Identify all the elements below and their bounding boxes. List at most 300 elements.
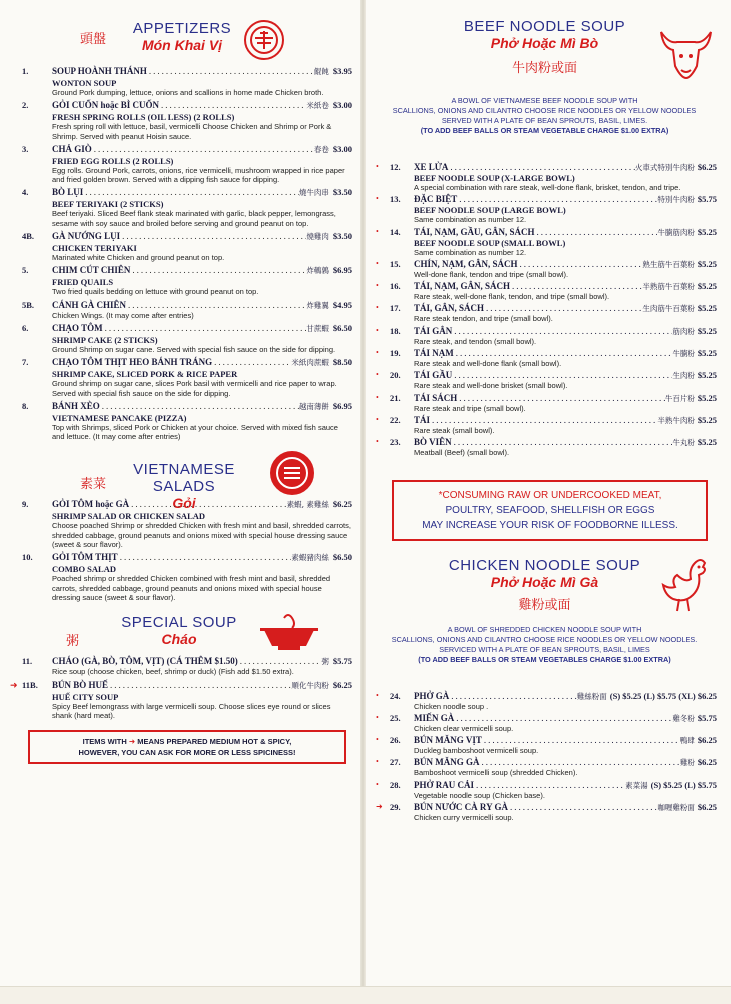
menu-item (372, 735, 717, 755)
item-cjk-name: 米紙肉蔗蝦 (291, 358, 329, 368)
warning-line2: POULTRY, SEAFOOD, SHELLFISH OR EGGS (445, 504, 655, 516)
bullet-icon: • (376, 258, 379, 268)
item-number: 22. (390, 414, 401, 425)
item-description: Ground shrimp on sugar cane, slices Pork basil with vermicelli and rice paper to wrap. Served with special fish sauce on the side for dipping. (52, 379, 337, 398)
item-cjk-name: 炸鵪鶉 (306, 266, 329, 276)
spicy-notice-text-a: ITEMS WITH (82, 737, 127, 747)
item-price: $6.25 (332, 679, 352, 690)
item-description: Fresh spring roll with lettuce, basil, vermicelli Choose Chicken and Shrimp or Pork & Shrimp. Served with peanut Hoisin sauce. (52, 122, 332, 141)
chicken-soup-title: CHICKEN NOODLE SOUP (448, 556, 641, 574)
item-english-name: BEEF NOODLE SOUP (X-LARGE BOWL) (414, 173, 575, 183)
bullet-icon: • (376, 370, 379, 380)
salads-cjk: 素菜 (80, 477, 107, 493)
appetizers-header (22, 16, 352, 66)
page-fold (360, 0, 366, 1004)
chicken-soup-viet-title: Phở Hoặc Mì Gà (490, 573, 599, 590)
beef-intro-1: A BOWL OF VIETNAMESE BEEF NOODLE SOUP WITH (451, 96, 638, 105)
item-cjk-name: 牛腩粉 (672, 349, 695, 359)
item-cjk-name: 牛丸粉 (672, 438, 695, 448)
menu-item (372, 713, 717, 733)
chicken-soup-cjk: 雞粉或面 (518, 597, 571, 613)
item-description: Rare steak tendon, and tripe (small bowl). (414, 314, 553, 324)
item-name: MIẾN GÀ (414, 712, 455, 723)
bullet-icon: • (376, 325, 379, 335)
item-cjk-name: 生肉筋牛百葉粉 (642, 304, 695, 314)
menu-item (10, 679, 352, 721)
item-name: CHÁO (GÀ, BÒ, TÔM, VỊT) (CÁ THÊM $1.50) (52, 656, 238, 667)
item-cjk-name: 順化牛肉粉 (291, 680, 329, 690)
item-line (414, 348, 717, 359)
item-description: Bamboshoot vermicelli soup (shredded Chicken). (414, 768, 578, 778)
item-cjk-name: 筋肉粉 (672, 326, 695, 336)
item-name: CHIM CÚT CHIÊN (52, 265, 131, 276)
menu-item (372, 348, 717, 368)
bullet-icon: • (376, 690, 379, 700)
item-price: $6.25 (697, 162, 717, 172)
item-number: 12. (390, 162, 401, 172)
item-price: $5.25 (697, 437, 717, 448)
spicy-notice-text-b: MEANS PREPARED MEDIUM HOT & SPICY, (137, 737, 292, 747)
dot-leader (452, 326, 672, 336)
item-description: Rare steak (small bowl). (414, 425, 495, 435)
dot-leader (83, 187, 299, 197)
item-cjk-name: 餛飩 (313, 67, 329, 76)
item-name: TÁI, NẠM, GẦU, GÂN, SÁCH (414, 226, 535, 237)
item-name: GÀ NƯỚNG LỤI (52, 231, 121, 242)
item-number: 25. (390, 712, 401, 723)
item-name: BÒ LỤI (52, 187, 84, 198)
item-name: TÁI GẦU (414, 370, 453, 381)
item-number: 5B. (22, 299, 35, 310)
page-bottom-edge (0, 986, 731, 1004)
item-cjk-name: 生肉粉 (672, 371, 695, 381)
beef-intro-2: SCALLIONS, ONIONS AND CILANTRO CHOOSE RICE NOODLES OR YELLOW NOODLES (392, 106, 697, 115)
item-price: $5.25 (697, 392, 717, 403)
item-name: XE LỬA (414, 162, 449, 172)
item-number: 9. (22, 499, 29, 510)
item-line (414, 227, 717, 238)
item-price: $5.75 (697, 194, 717, 205)
menu-item (372, 227, 717, 257)
item-number: 3. (22, 143, 29, 154)
menu-item (372, 780, 717, 800)
menu-item (372, 162, 717, 192)
chicken-intro-2: SCALLIONS, ONIONS AND CILANTRO CHOOSE RICE NOODLES OR YELLOW NOODLES. (391, 634, 698, 644)
dot-leader (126, 300, 306, 310)
item-line (414, 326, 717, 337)
item-name: CÁNH GÀ CHIÊN (52, 299, 127, 310)
item-description: Same combination as number 12. (414, 247, 527, 257)
menu-item (372, 802, 717, 822)
item-line (52, 552, 352, 563)
menu-item (22, 323, 352, 354)
item-line (52, 265, 352, 276)
dot-leader (454, 348, 673, 358)
item-number: 11. (22, 656, 33, 667)
item-line (414, 370, 717, 381)
dot-leader (108, 680, 291, 690)
item-name: TÁI GÂN (414, 325, 453, 336)
item-cjk-name: 素蝦豬肉絲 (291, 553, 329, 563)
appetizers-cjk: 頭盤 (80, 32, 107, 47)
item-description: Chicken noodle soup . (414, 701, 489, 711)
dot-leader (130, 265, 306, 275)
item-english-name: BEEF TERIYAKI (2 STICKS) (52, 199, 164, 210)
item-english-name: FRIED QUAILS (52, 277, 114, 288)
item-description: Rare steak and well-done flank (small bowl). (414, 359, 562, 369)
spicy-notice-line2: HOWEVER, YOU CAN ASK FOR MORE OR LESS SPICINESS! (78, 748, 296, 758)
item-description: Meatball (Beef) (small bowl). (414, 448, 510, 458)
item-name: ĐẶC BIỆT (414, 194, 458, 205)
bullet-icon: • (376, 281, 379, 291)
item-price: $3.00 (332, 100, 352, 111)
bullet-icon: • (376, 226, 379, 236)
item-price: $5.25 (697, 226, 717, 237)
menu-item (22, 100, 352, 141)
item-price: $5.75 (332, 656, 352, 667)
dot-leader (448, 162, 634, 172)
item-price: $3.50 (332, 231, 352, 242)
item-description: Ground Shrimp on sugar cane. Served with special fish sauce on the side for dipping. (52, 344, 336, 354)
item-name: GỎI CUỐN hoặc BÌ CUỐN (52, 100, 160, 111)
item-description: Well-done flank, tendon and tripe (small bowl). (414, 269, 569, 279)
item-line (414, 303, 717, 314)
item-name: CHÍN, NẠM, GÂN, SÁCH (414, 258, 518, 269)
item-line (414, 802, 717, 813)
item-english-name: COMBO SALAD (52, 564, 116, 575)
bullet-icon: • (376, 712, 379, 722)
item-price: $4.95 (332, 299, 352, 310)
item-line (52, 357, 352, 368)
item-line (52, 323, 352, 334)
dot-leader (147, 66, 314, 76)
item-english-name: SHRIMP SALAD OR CHICKEN SALAD (52, 511, 206, 522)
item-name: GỎI TÔM hoặc GÀ (52, 499, 130, 510)
special-soup-header (22, 610, 352, 656)
item-description: Ground Pork dumping, lettuce, onions and scallions in home made Chicken broth. (52, 88, 324, 97)
item-line (52, 100, 352, 111)
dot-leader (510, 281, 642, 291)
special-soup-cjk: 粥 (66, 634, 80, 650)
item-line (414, 281, 717, 292)
dot-leader (480, 757, 680, 767)
item-number: 1. (22, 66, 29, 76)
item-line (414, 735, 717, 746)
chicken-intro-3: SERVICED WITH A PLATE OF BEAN SPROUTS, BASIL, LIMES (439, 644, 650, 654)
menu-item (22, 357, 352, 398)
item-line (52, 300, 352, 311)
soup-bowl-icon (258, 612, 320, 652)
menu-item (372, 757, 717, 777)
item-cjk-name: 炸雞翼 (306, 300, 329, 310)
item-price: $6.95 (332, 265, 352, 276)
chicken-soup-intro (372, 625, 717, 665)
chicken-soup-list (372, 691, 717, 823)
item-line (52, 499, 352, 510)
special-soup-list (10, 656, 352, 720)
item-english-name: BEEF NOODLE SOUP (LARGE BOWL) (414, 205, 566, 216)
item-english-name: HUẾ CITY SOUP (52, 691, 119, 702)
menu-item (372, 437, 717, 457)
dot-leader (452, 370, 672, 380)
beef-soup-viet-title: Phở Hoặc Mì Bò (490, 35, 599, 51)
salads-viet-title: Gỏi (172, 495, 196, 512)
item-price: $6.25 (697, 802, 717, 813)
item-line (414, 757, 717, 768)
item-name: PHỞ RAU CẢI (414, 779, 474, 790)
dot-leader (482, 735, 680, 745)
item-name: CHẢ GIÒ (52, 143, 92, 154)
menu-item (372, 281, 717, 301)
item-line (414, 691, 717, 702)
bullet-icon: • (376, 414, 379, 424)
beef-soup-cjk: 牛肉粉或面 (511, 61, 577, 76)
item-cjk-name: 雞粉 (679, 758, 695, 768)
item-name: PHỞ GÀ (414, 690, 450, 701)
item-cjk-name: 熟生筋牛百葉粉 (642, 259, 695, 269)
warning-line1: *CONSUMING RAW OR UNDERCOOKED MEAT, (438, 489, 662, 501)
item-number: 11B. (22, 679, 38, 690)
item-cjk-name: 春卷 (313, 144, 329, 154)
appetizers-list (22, 66, 352, 441)
item-line (414, 780, 717, 791)
item-description: A special combination with rare steak, well-done flank, brisket, tendon, and tripe. (414, 183, 681, 192)
item-cjk-name: 牛腩筋肉粉 (657, 227, 695, 237)
item-description: Marinated white Chicken and ground peanut on top. (52, 253, 225, 263)
item-english-name: WONTON SOUP (52, 78, 117, 88)
left-column (10, 16, 352, 764)
dot-leader (508, 802, 657, 812)
item-english-name: SHRIMP CAKE (2 STICKS) (52, 334, 158, 345)
item-price: $6.25 (697, 735, 717, 746)
item-description: Duckleg bamboshoot vermicelli soup. (414, 746, 539, 756)
item-number: 29. (390, 802, 401, 813)
item-line (52, 231, 352, 242)
item-description: Spicy Beef lemongrass with large vermicelli soup. Choose slices eye round or slices shank (hard meat). (52, 701, 331, 720)
item-description: Choose poached Shrimp or shredded Chicken with fresh mint and basil, shredded carrots, shredded cabbage, ground peanuts and onions mixed with special house dressing sauce (sweet & sour flavor). (52, 521, 351, 550)
item-number: 20. (390, 370, 401, 381)
item-cjk-name: 燒牛肉串 (298, 188, 329, 198)
item-description: Rice soup (choose chicken, beef, shrimp or duck) (Fish add $1.50 extra). (52, 667, 294, 677)
item-price: $5.25 (697, 258, 717, 269)
menu-item (22, 552, 352, 602)
beef-soup-intro (372, 96, 717, 136)
dot-leader (92, 144, 314, 154)
bull-head-icon (655, 22, 717, 84)
item-line (52, 401, 352, 412)
item-number: 17. (390, 303, 401, 314)
bullet-icon: • (376, 303, 379, 313)
item-cjk-name: 素蝦, 素雞絲 (286, 500, 329, 510)
item-description: Rare steak, and tendon (small bowl). (414, 336, 537, 346)
item-number: 27. (390, 757, 401, 768)
beef-soup-title: BEEF NOODLE SOUP (463, 18, 626, 35)
item-price: $5.75 (697, 712, 717, 723)
item-name: BÒ VIÊN (414, 437, 452, 448)
menu-item (22, 265, 352, 296)
dot-leader (484, 303, 642, 313)
menu-item (372, 259, 717, 279)
menu-item (22, 656, 352, 676)
item-name: TÁI SÁCH (414, 392, 458, 403)
menu-item (372, 370, 717, 390)
item-price: $5.25 (697, 325, 717, 336)
item-name: SOUP HOÀNH THÁNH (52, 66, 147, 76)
item-cjk-name: 特別牛肉粉 (657, 195, 695, 205)
item-price: $5.25 (697, 370, 717, 381)
item-price: $6.25 (332, 499, 352, 510)
item-description: Rare steak and well-done brisket (small bowl). (414, 381, 568, 391)
item-name: TÁI, NẠM, GÂN, SÁCH (414, 281, 511, 292)
chicken-soup-header (372, 557, 717, 625)
item-name: CHẠO TÔM (52, 322, 103, 333)
item-line (52, 144, 352, 155)
item-line (52, 66, 352, 77)
beef-intro-4: (TO ADD BEEF BALLS OR STEAM VEGETABLE CHARGE $1.00 EXTRA) (420, 126, 669, 135)
salads-list (22, 499, 352, 602)
dot-leader (120, 231, 306, 241)
dot-leader (452, 437, 673, 447)
item-number: 6. (22, 322, 29, 333)
chicken-intro-4: (TO ADD BEEF BALLS OR STEAM VEGETABLES CHARGE $1.00 EXTRA) (418, 654, 671, 664)
item-line (52, 656, 352, 667)
appetizers-viet-title: Món Khai Vị (141, 37, 223, 53)
item-description: Poached shrimp or shredded Chicken combined with fresh mint and basil, shredded carrots, shredded cabbage, ground peanuts and onions mixed with special house dressing sauce (sweet & sour flavor). (52, 574, 331, 602)
menu-item (22, 144, 352, 185)
special-soup-title: SPECIAL SOUP (121, 614, 237, 632)
item-price: $6.50 (332, 322, 352, 333)
item-number: 16. (390, 281, 401, 292)
item-line (52, 680, 352, 691)
bullet-icon: • (376, 779, 379, 789)
bullet-icon: • (376, 162, 379, 171)
item-name: TÁI (414, 414, 431, 425)
item-number: 14. (390, 226, 401, 237)
menu-item (22, 187, 352, 228)
menu-item (372, 415, 717, 435)
item-number: 4. (22, 187, 29, 198)
beef-soup-header (372, 16, 717, 92)
item-price: $6.95 (332, 400, 352, 411)
special-soup-viet-title: Cháo (161, 631, 197, 648)
bullet-icon: • (376, 194, 379, 204)
item-cjk-name: 半熟牛肉粉 (657, 415, 695, 425)
item-description: Rare steak and tripe (small bowl). (414, 403, 526, 413)
item-number: 23. (390, 437, 401, 448)
item-cjk-name: 咖喱雞粉面 (657, 803, 695, 813)
dot-leader (129, 499, 287, 509)
menu-item (372, 326, 717, 346)
item-english-name: FRESH SPRING ROLLS (OIL LESS) (2 ROLLS) (52, 112, 235, 123)
item-number: 8. (22, 400, 29, 411)
salads-title: VIETNAMESE SALADS (133, 461, 235, 496)
bullet-icon: • (376, 757, 379, 767)
item-number: 26. (390, 735, 401, 746)
bullet-icon: • (376, 735, 379, 745)
item-number: 10. (22, 552, 33, 563)
dot-leader (100, 401, 299, 411)
item-price: $3.95 (332, 66, 352, 76)
item-name: BÚN BÒ HUẾ (52, 679, 109, 690)
item-price: $8.50 (332, 357, 352, 368)
item-price: $3.00 (332, 143, 352, 154)
item-english-name: VIETNAMESE PANCAKE (PIZZA) (52, 412, 187, 423)
item-price: (S) $5.25 (L) $5.75 (XL) $6.25 (609, 690, 717, 701)
dot-leader (457, 393, 665, 403)
item-english-name: FRIED EGG ROLLS (2 ROLLS) (52, 155, 174, 166)
item-name: BÚN MĂNG VỊT (414, 735, 482, 746)
restaurant-emblem-icon (244, 20, 284, 60)
item-number: 15. (390, 258, 401, 269)
item-number: 18. (390, 325, 401, 336)
item-line (414, 393, 717, 404)
item-line (52, 187, 352, 198)
item-price: $6.50 (332, 552, 352, 563)
item-description: Same combination as number 12. (414, 215, 527, 225)
menu-item (22, 300, 352, 320)
item-description: Beef teriyaki. Sliced Beef flank steak marinated with garlic, black pepper, lemongrass, sesame with soy sauce and broiled before serving and ground peanut on top. (52, 209, 336, 228)
dot-leader (103, 323, 307, 333)
menu-item (372, 393, 717, 413)
item-number: 2. (22, 100, 29, 111)
item-price: $5.25 (697, 281, 717, 292)
item-number: 19. (390, 348, 401, 359)
pepper-icon: ➜ (376, 802, 383, 812)
item-price: $3.50 (332, 187, 352, 198)
restaurant-emblem-icon (270, 451, 314, 495)
item-cjk-name: 素菜湯 (625, 780, 648, 790)
item-cjk-name: 半熟筋牛百葉粉 (642, 282, 695, 292)
bullet-icon: • (376, 392, 379, 402)
item-number: 24. (390, 690, 401, 701)
item-cjk-name: 雞絲粉面 (576, 691, 607, 701)
item-name: BÁNH XÈO (52, 400, 100, 411)
dot-leader (159, 100, 306, 110)
dot-leader (535, 227, 658, 237)
item-cjk-name: 甘蔗蝦 (306, 323, 329, 333)
item-description: Two fried quails bedding on lettuce with ground peanut on top. (52, 287, 259, 297)
item-description: Top with Shrimps, sliced Pork or Chicken at your choice. Served with mixed fish sauce and lettuce. (It may come after entries) (52, 422, 338, 442)
menu-item (22, 66, 352, 97)
item-price: $5.25 (697, 348, 717, 359)
item-price: $5.25 (697, 414, 717, 425)
dot-leader (238, 656, 322, 666)
bullet-icon: • (376, 437, 379, 447)
item-line (414, 415, 717, 426)
item-cjk-name: 越南薄餅 (298, 401, 329, 411)
dot-leader (449, 691, 577, 701)
item-cjk-name: 燒雞肉 (306, 232, 329, 242)
item-line (414, 259, 717, 270)
chicken-intro-1: A BOWL OF SHREDDED CHICKEN NOODLE SOUP WITH (447, 624, 642, 634)
item-english-name: BEEF NOODLE SOUP (SMALL BOWL) (414, 237, 566, 248)
item-name: BÚN MĂNG GÀ (414, 757, 480, 768)
item-name: TÁI, GÂN, SÁCH (414, 303, 485, 314)
item-price: $5.25 (697, 303, 717, 314)
beef-intro-3: SERVED WITH A PLATE OF BEAN SPROUTS, BASIL, LIMES. (441, 116, 648, 125)
item-line (414, 162, 717, 173)
menu-item (22, 499, 352, 549)
menu-item (22, 401, 352, 442)
item-number: 7. (22, 357, 29, 368)
item-line (414, 194, 717, 205)
menu-item (22, 231, 352, 262)
item-cjk-name: 火車式特別牛肉粉 (634, 163, 695, 172)
item-description: Chicken clear vermicelli soup. (414, 723, 514, 733)
item-name: CHẠO TÔM THỊT HEO BÁNH TRÁNG (52, 357, 213, 368)
spicy-notice (28, 730, 346, 764)
item-description: Rare steak, well-done flank, tendon, and tripe (small bowl). (414, 292, 610, 302)
